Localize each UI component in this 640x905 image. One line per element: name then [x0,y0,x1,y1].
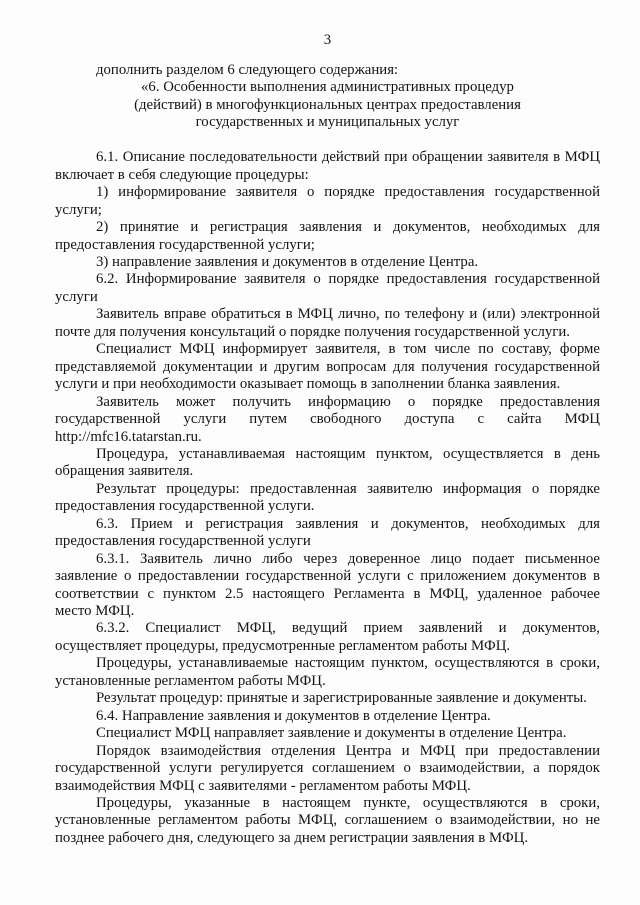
section-title-line: (действий) в многофункциональных центрах предоставления [134,96,521,113]
paragraph-line: представляемой документации и другим вопросам для получения государственной [55,358,600,375]
paragraph-line: место МФЦ. [55,603,135,620]
paragraph [55,149,600,184]
section-title-line: государственных и муниципальных услуг [195,114,460,131]
paragraph-line: осуществляет процедуры, предусмотренные регламентом работы МФЦ. [55,637,511,654]
paragraph [55,184,600,219]
paragraph-line: Процедуры, указанные в настоящем пункте, осуществляются в сроки, [96,795,600,812]
paragraph-line: http://mfc16.tatarstan.ru. [55,428,202,445]
intro-line: дополнить разделом 6 следующего содержания: [96,62,399,78]
paragraph-line: государственной услуги регулируется соглашением о взаимодействии, а порядок [55,760,600,777]
paragraph [55,620,600,655]
paragraph [55,219,600,254]
paragraph-line: Специалист МФЦ информирует заявителя, в том числе по составу, форме [96,341,600,358]
paragraph-line: 6.3.2. Специалист МФЦ, ведущий прием заявлений и документов, [96,620,600,637]
paragraph-line: взаимодействия МФЦ с заявителями - регламентом работы МФЦ. [55,777,471,794]
paragraph-line: 1) информирование заявителя о порядке предоставления государственной [96,184,600,201]
paragraph [55,481,600,516]
paragraph-line: включает в себя следующие процедуры: [55,166,309,183]
paragraph-line: 6.1. Описание последовательности действий при обращении заявителя в МФЦ [96,149,600,166]
body-text [55,149,600,847]
section-title-line: «6. Особенности выполнения административных процедур [141,79,514,96]
paragraph-line: услуги; [55,201,102,218]
paragraph-line: 6.4. Направление заявления и документов в отделение Центра. [96,707,491,724]
paragraph-line: обращения заявителя. [55,463,194,480]
paragraph-line: предоставления государственной услуги. [55,498,315,515]
paragraph [55,306,600,341]
paragraph-line: установленные регламентом работы МФЦ, соглашением о взаимодействии, но не [55,812,600,829]
paragraph-line: 3) направление заявления и документов в отделение Центра. [96,253,479,270]
paragraph-line: 6.3. Прием и регистрация заявления и документов, необходимых для [96,515,600,532]
paragraph [55,690,600,707]
section-title [55,79,600,131]
page-number: 3 [323,32,332,48]
paragraph [55,708,600,725]
paragraph-line: предоставления государственной услуги [55,533,311,550]
paragraph-line: Заявитель может получить информацию о порядке предоставления [96,393,600,410]
paragraph-line: услуги и при необходимости оказывает помощь в заполнении бланка заявления. [55,376,561,393]
paragraph-line: Порядок взаимодействия отделения Центра и МФЦ при предоставлении [96,742,600,759]
paragraph-line: Процедура, устанавливаемая настоящим пунктом, осуществляется в день [96,445,600,462]
paragraph [55,725,600,742]
paragraph-line: почте для получения консультаций о порядке получения государственной услуги. [55,323,570,340]
paragraph-line: предоставления государственной услуги; [55,236,315,253]
paragraph-line: Результат процедуры: предоставленная заявителю информация о порядке [96,480,600,497]
paragraph-line: услуги [55,288,98,305]
paragraph [55,795,600,847]
paragraph [55,254,600,271]
paragraph-line: государственной услуги путем свободного доступа с сайта МФЦ [55,411,600,428]
paragraph [55,551,600,621]
document-text [55,62,600,847]
paragraph-line: Специалист МФЦ направляет заявление и документы в отделение Центра. [96,725,567,742]
paragraph-line: Результат процедур: принятые и зарегистрированные заявление и документы. [96,690,587,707]
paragraph [55,743,600,795]
blank-line [55,132,600,149]
paragraph [55,516,600,551]
paragraph [55,446,600,481]
paragraph-line: Процедуры, устанавливаемые настоящим пунктом, осуществляются в сроки, [96,655,600,672]
paragraph-line: Заявитель вправе обратиться в МФЦ лично, по телефону и (или) электронной [96,306,600,323]
paragraph [55,655,600,690]
paragraph [55,271,600,306]
paragraph-line: заявление о предоставлении государственной услуги с приложением документов в [55,568,600,585]
paragraph-line: установленные регламентом работы МФЦ. [55,672,326,689]
paragraph-line: 6.3.1. Заявитель лично либо через доверенное лицо подает письменное [96,550,600,567]
paragraph-line: 6.2. Информирование заявителя о порядке предоставления государственной [96,271,600,288]
paragraph-line: позднее рабочего дня, следующего за днем регистрации заявления в МФЦ. [55,829,529,846]
paragraph-line: соответствии с пунктом 2.5 настоящего Регламента в МФЦ, удаленное рабочее [55,585,600,602]
paragraph [55,394,600,446]
paragraph-line: 2) принятие и регистрация заявления и документов, необходимых для [96,219,600,236]
paragraph [55,341,600,393]
